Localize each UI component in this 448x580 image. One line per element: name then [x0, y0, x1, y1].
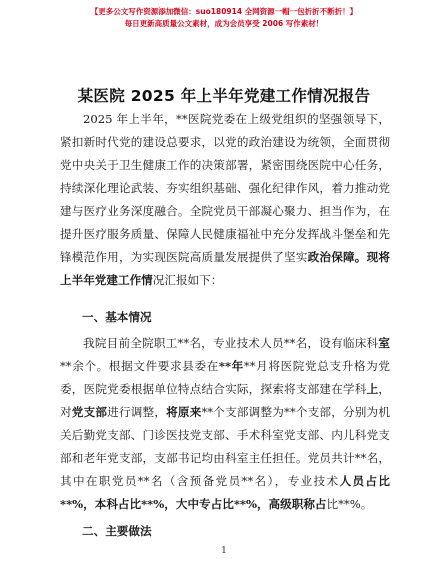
basic-text-2: **余个。根据文件要求县委在 — [60, 359, 219, 373]
basic-bold-5: 将原来 — [166, 405, 202, 419]
intro-paragraph — [60, 108, 390, 292]
intro-text-2: 况汇报如下： — [152, 273, 223, 287]
intro-bold-1: 政治保障。现将上半年党建工作情 — [60, 250, 390, 287]
basic-text-4: ，对 — [60, 382, 390, 419]
basic-bold-1: 室 — [378, 336, 390, 350]
basic-paragraph — [60, 332, 390, 516]
promo-banner-line-2: 每日更新高质量公文素材，成为会员享受 2006 写作素材！ — [124, 19, 324, 28]
basic-text-5: 进行调整， — [107, 405, 167, 419]
promo-banner-line-1: 【更多公文写作资源添加微信：suo180914 全网资源一帽一包折折不断折！】 — [90, 7, 358, 16]
basic-bold-4: 党支部 — [71, 405, 108, 419]
page-number: 1 — [221, 546, 227, 556]
document-title: 某医院 2025 年上半年党建工作情况报告 — [77, 87, 371, 105]
basic-text-3: **月将医院党总支升格为党委，医院党委根据单位特点结合实际，探索将支部建在学科 — [60, 359, 390, 396]
basic-text-7: 比**%。 — [326, 497, 373, 511]
basic-text-1: 我院目前全院职工**名，专业技术人员**名，设有临床科 — [83, 336, 379, 350]
basic-bold-2: **年 — [218, 359, 244, 373]
basic-text-6: **个支部调整为**个支部，分别为机关后勤党支部、门诊医技党支部、手术科室党支部、内儿科党支部和老年党支部，支部书记均由科室主任担任。党员共计**名，其中在职党员**名（含预备党员**名），专业技术 — [60, 405, 390, 488]
intro-text-1: 2025 年上半年，**医院党委在上级党组织的坚强领导下，紧扣新时代党的建设总要求，以党的政治建设为统领，全面贯彻党中央关于卫生健康工作的决策部署，紧密围绕医院中心任务，持续深化理论武装、夯实组织基础、强化纪律作风，着力推动党建与医疗业务深度融合。全院党员干部凝心聚力、担当作为，在提升医疗服务质量、保障人民健康福祉中充分发挥战斗堡垒和先锋模范作用，为实现医院高质量发展提供了坚实 — [60, 112, 390, 264]
promo-banner — [0, 6, 448, 30]
section-heading-basic: 一、基本情况 — [82, 310, 152, 324]
basic-bold-6: 人员占比**%，本科占比**%，大中专占比**%，高级职称占 — [60, 474, 390, 511]
basic-bold-3: 上 — [366, 382, 379, 396]
section-heading-practices: 二、主要做法 — [82, 524, 152, 538]
